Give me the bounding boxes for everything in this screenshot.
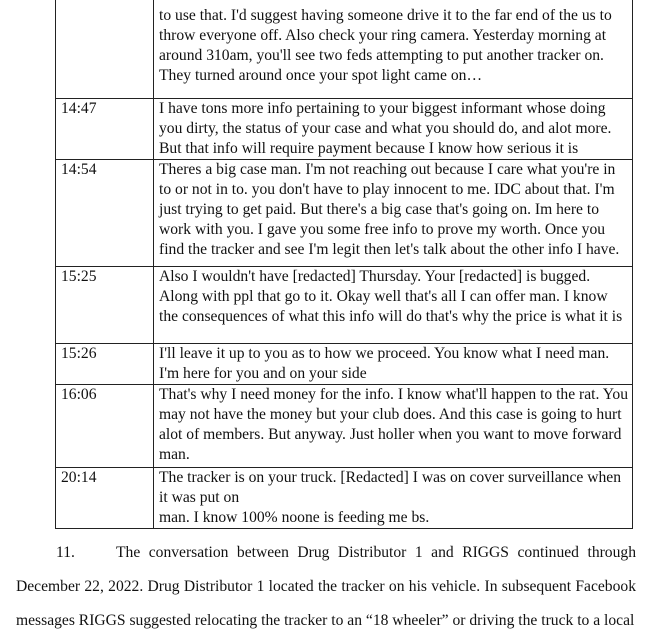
message-table [55, 0, 633, 529]
message-text-line: The tracker is on your truck. [Redacted] I was on cover surveillance when it was put on [159, 469, 621, 506]
message-table-container [55, 0, 633, 529]
table-row [56, 99, 633, 160]
table-row [56, 160, 633, 267]
message-text: I'll leave it up to you as to how we proceed. You know what I need man. I'm here for you and on your side [154, 344, 633, 385]
message-time: 16:06 [56, 385, 154, 468]
message-text [154, 468, 633, 529]
table-row [56, 267, 633, 344]
paragraph-text: The conversation between Drug Distributor 1 and RIGGS continued through December 22, 2022. Drug Distributor 1 located the tracker on his vehicle. In subsequent Facebook messages RIGGS suggested relocating the tracker to an “18 wheeler” or driving the truck to a local [16, 544, 636, 629]
message-text: to use that. I'd suggest having someone drive it to the far end of the us to throw everyone off. Also check your ring camera. Yesterday morning at around 310am, you'll see two feds attempting to put another tracker on. They turned around once your spot light came on… [154, 0, 633, 99]
message-time: 15:26 [56, 344, 154, 385]
message-text: That's why I need money for the info. I know what'll happen to the rat. You may not have the money but your club does. And this case is going to hurt alot of members. But anyway. Just holler when you want to move forward man. [154, 385, 633, 468]
message-text-line: man. I know 100% noone is feeding me bs. [159, 509, 430, 526]
message-time: 14:54 [56, 160, 154, 267]
message-time: 15:25 [56, 267, 154, 344]
body-paragraph [16, 536, 636, 638]
message-time: 14:47 [56, 99, 154, 160]
message-time [56, 0, 154, 99]
table-row [56, 468, 633, 529]
message-time: 20:14 [56, 468, 154, 529]
table-row [56, 0, 633, 99]
message-text: Also I wouldn't have [redacted] Thursday. Your [redacted] is bugged. Along with ppl that go to it. Okay well that's all I can offer man. I know the consequences of what this info will do that's why the price is what it is [154, 267, 633, 344]
table-row [56, 344, 633, 385]
table-row [56, 385, 633, 468]
paragraph-number: 11. [56, 544, 75, 561]
message-text: I have tons more info pertaining to your biggest informant whose doing you dirty, the status of your case and what you should do, and alot more. But that info will require payment because I know how serious it is [154, 99, 633, 160]
message-text: Theres a big case man. I'm not reaching out because I care what you're in to or not in to. you don't have to play innocent to me. IDC about that. I'm just trying to get paid. But there's a big case that's going on. Im here to work with you. I gave you some free info to prove my worth. Once you find the tracker and see I'm legit then let's talk about the other info I have. [154, 160, 633, 267]
